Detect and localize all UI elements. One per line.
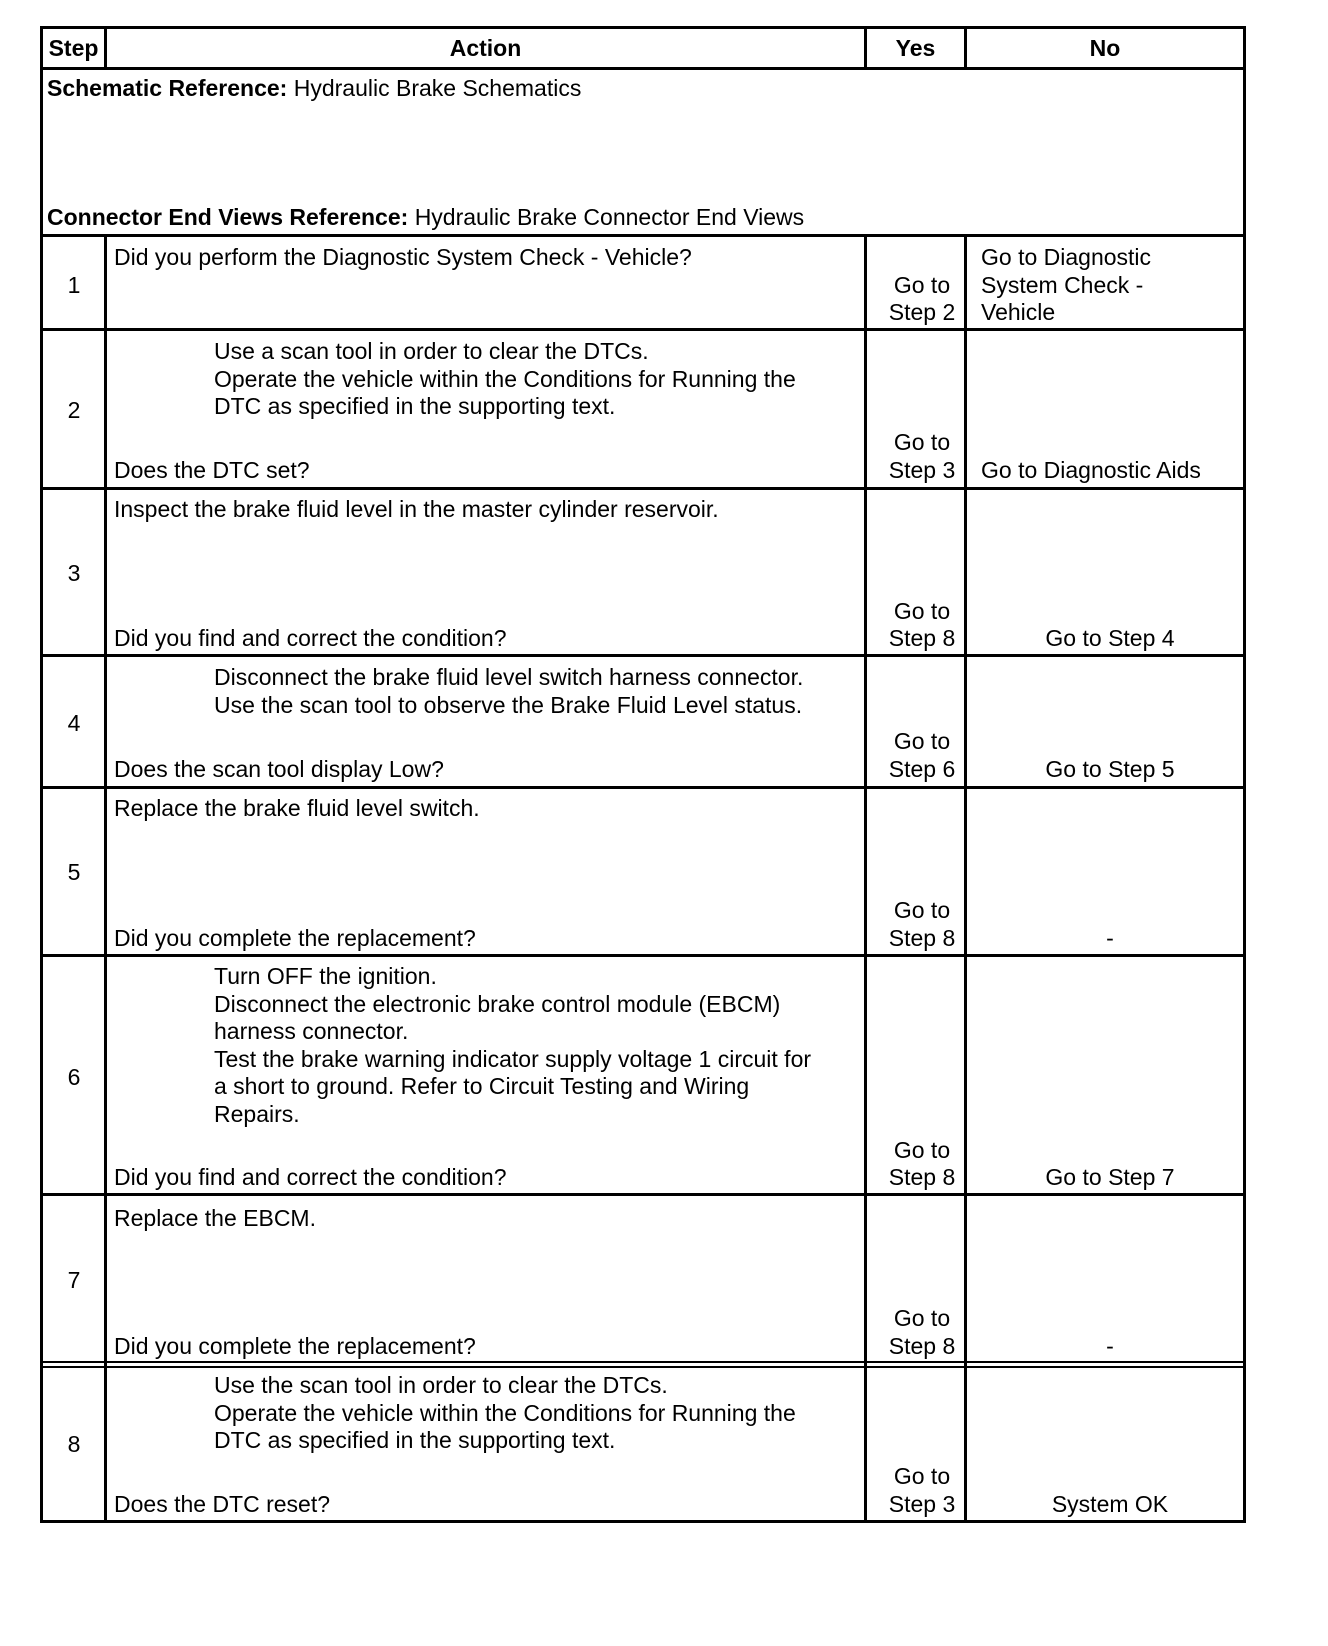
no-action[interactable]: Go to Diagnostic Aids (981, 457, 1201, 483)
yes-step-link[interactable]: Step 6 (888, 756, 956, 782)
step-number: 3 (67, 560, 81, 586)
step-question: Does the scan tool display Low? (114, 756, 444, 782)
step-number: 5 (67, 859, 81, 885)
step-number: 8 (67, 1431, 81, 1457)
step-instruction: Operate the vehicle within the Conditions for Running the (214, 1400, 796, 1426)
no-action-line[interactable]: Vehicle (981, 299, 1056, 325)
no-action: System OK (1051, 1491, 1169, 1517)
schematic-reference (47, 74, 581, 102)
step-question: Did you perform the Diagnostic System Check - Vehicle? (114, 244, 692, 270)
yes-go-to: Go to (893, 897, 951, 923)
step-instruction: Turn OFF the ignition. (214, 963, 437, 989)
step-instruction: Inspect the brake fluid level in the master cylinder reservoir. (114, 496, 719, 522)
yes-go-to: Go to (893, 1137, 951, 1163)
step-number: 1 (67, 272, 81, 298)
no-action: - (1106, 925, 1114, 951)
connector-reference (47, 203, 804, 231)
step-instruction: DTC as specified in the supporting text. (214, 1427, 616, 1453)
step-number: 7 (67, 1267, 81, 1293)
yes-go-to: Go to (893, 728, 951, 754)
step-question: Did you find and correct the condition? (114, 625, 507, 651)
header-yes: Yes (895, 35, 936, 61)
yes-step-link[interactable]: Step 3 (888, 457, 956, 483)
step-question: Did you complete the replacement? (114, 1333, 476, 1359)
yes-step-link[interactable]: Step 3 (888, 1491, 956, 1517)
header-no: No (1089, 35, 1121, 61)
no-action[interactable]: Go to Step 5 (1045, 756, 1175, 782)
yes-go-to: Go to (893, 1463, 951, 1489)
step-question: Did you complete the replacement? (114, 925, 476, 951)
no-action-line[interactable]: Go to Diagnostic (981, 244, 1152, 270)
step-instruction: Use a scan tool in order to clear the DTCs. (214, 338, 649, 364)
yes-go-to: Go to (893, 429, 951, 455)
step-question: Did you find and correct the condition? (114, 1164, 507, 1190)
yes-go-to: Go to (893, 272, 951, 298)
no-action-line[interactable]: System Check - (981, 272, 1144, 298)
header-action: Action (449, 35, 522, 61)
step-question: Does the DTC reset? (114, 1491, 331, 1517)
step-instruction: Test the brake warning indicator supply voltage 1 circuit for (214, 1046, 812, 1072)
step-instruction: Repairs. (214, 1101, 300, 1127)
step-instruction: Disconnect the electronic brake control module (EBCM) (214, 991, 781, 1017)
step-question: Does the DTC set? (114, 457, 310, 483)
yes-step-link[interactable]: Step 8 (888, 1164, 956, 1190)
step-number: 2 (67, 397, 81, 423)
step-instruction: Use the scan tool in order to clear the DTCs. (214, 1372, 668, 1398)
step-number: 6 (67, 1064, 81, 1090)
step-instruction: a short to ground. Refer to Circuit Testing and Wiring (214, 1073, 750, 1099)
yes-step-link[interactable]: Step 8 (888, 925, 956, 951)
yes-step-link[interactable]: Step 2 (888, 299, 956, 325)
header-step: Step (48, 35, 99, 61)
step-instruction: Use the scan tool to observe the Brake Fluid Level status. (214, 692, 803, 718)
step-instruction: DTC as specified in the supporting text. (214, 393, 616, 419)
yes-go-to: Go to (893, 598, 951, 624)
schematic-reference-link[interactable]: Hydraulic Brake Schematics (293, 75, 582, 101)
step-instruction: Operate the vehicle within the Conditions for Running the (214, 366, 796, 392)
yes-go-to: Go to (893, 1305, 951, 1331)
no-action[interactable]: Go to Step 7 (1045, 1164, 1175, 1190)
connector-reference-link[interactable]: Hydraulic Brake Connector End Views (414, 204, 805, 230)
step-instruction: harness connector. (214, 1018, 409, 1044)
step-instruction: Replace the EBCM. (114, 1205, 316, 1231)
step-instruction: Replace the brake fluid level switch. (114, 795, 480, 821)
step-number: 4 (67, 710, 81, 736)
no-action: - (1106, 1333, 1114, 1359)
yes-step-link[interactable]: Step 8 (888, 1333, 956, 1359)
schematic-reference-label: Schematic Reference: (47, 75, 288, 101)
connector-reference-label: Connector End Views Reference: (47, 204, 409, 230)
yes-step-link[interactable]: Step 8 (888, 625, 956, 651)
step-instruction: Disconnect the brake fluid level switch harness connector. (214, 664, 804, 690)
no-action[interactable]: Go to Step 4 (1045, 625, 1175, 651)
